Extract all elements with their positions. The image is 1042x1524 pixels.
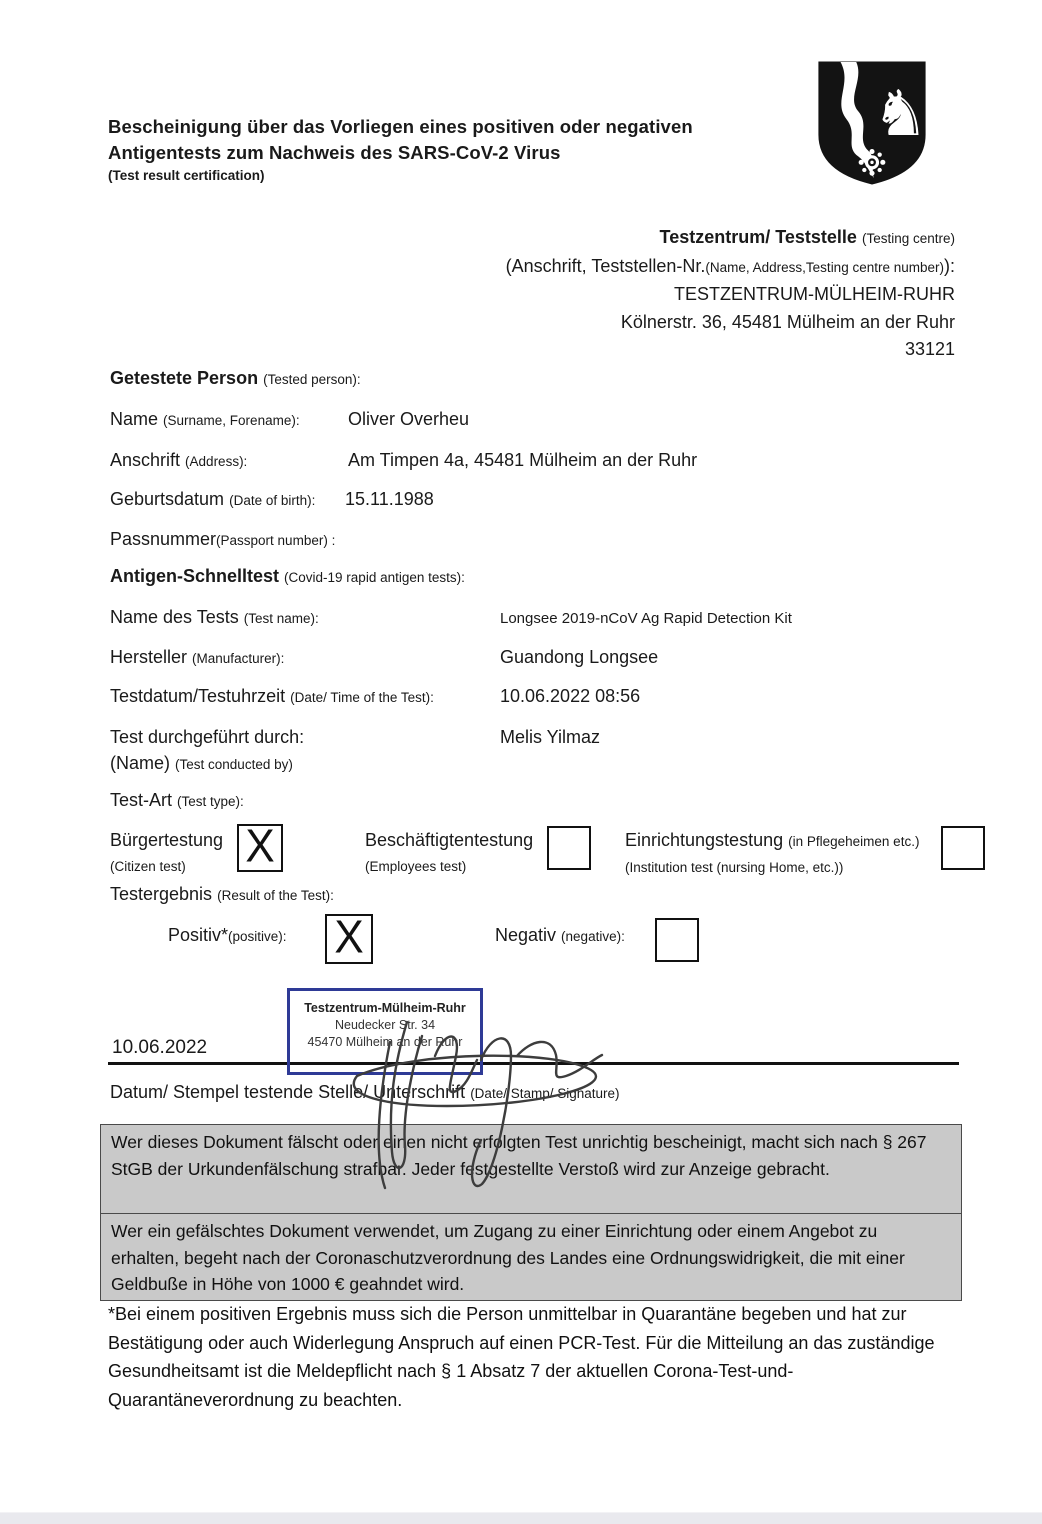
manufacturer-value: Guandong Longsee (500, 647, 659, 667)
testing-centre-subheading (395, 253, 955, 282)
testing-centre-name: TESTZENTRUM-MÜLHEIM-RUHR (674, 284, 955, 304)
positive-checkbox (325, 911, 373, 964)
testing-centre-sublabel: (Anschrift, Teststellen-Nr. (505, 255, 706, 276)
address-value: Am Timpen 4a, 45481 Mülheim an der Ruhr (348, 450, 698, 470)
testing-centre-number: 33121 (904, 339, 955, 359)
testing-centre-label-en: (Testing centre) (861, 231, 955, 246)
name-row (110, 409, 980, 430)
negative-label: Negativ (495, 925, 557, 945)
test-datetime-row (110, 686, 980, 707)
citizen-test-checkbox (237, 820, 283, 872)
tested-person-header-de: Getestete Person (110, 368, 259, 388)
svg-text:♞: ♞ (872, 76, 929, 150)
negative-label-en: (negative): (561, 929, 625, 944)
testing-centre-block (395, 224, 955, 364)
testing-centre-heading (395, 224, 955, 253)
institution-test-checkbox (941, 826, 985, 870)
citizen-test-label-en: (Citizen test) (110, 859, 186, 874)
manufacturer-row (110, 647, 980, 668)
positive-result-footnote: *Bei einem positiven Ergebnis muss sich die Person unmittelbar in Quarantäne begeben und hat zur Bestätigung oder auch Widerlegung Anspruch auf einen PCR-Test. Für die Mitteilung an das zuständige Gesundheitsamt ist die Meldepflicht nach § 1 Absatz 7 der aktuellen Corona-Test-und-Quarantäneverordnung zu beachten. (108, 1304, 935, 1410)
employees-test-label-en: (Employees test) (365, 859, 467, 874)
stamp-caption-en: (Date/ Stamp/ Signature) (470, 1086, 620, 1101)
result-header-en: (Result of the Test): (217, 888, 334, 903)
testing-centre-label: Testzentrum/ Teststelle (659, 227, 857, 247)
address-label: Anschrift (110, 450, 181, 470)
address-label-en: (Address): (185, 454, 248, 469)
title-line-2: Antigentests zum Nachweis des SARS-CoV-2 Virus (108, 142, 561, 163)
nrw-coat-of-arms-icon (813, 58, 931, 188)
positive-label-en: (positive): (228, 929, 287, 944)
negative-checkbox (655, 918, 699, 962)
name-label: Name (110, 409, 159, 429)
title-subtitle: (Test result certification) (108, 168, 265, 183)
testing-centre-sublabel-close: ): (944, 255, 955, 276)
title-line-1: Bescheinigung über das Vorliegen eines positiven oder negativen (108, 116, 693, 137)
tested-person-header (110, 368, 980, 389)
result-header (110, 884, 980, 905)
testing-centre-sublabel-en: (Name, Address,Testing centre number) (705, 259, 944, 275)
institution-test-label-suffix: (in Pflegeheimen etc.) (788, 834, 920, 849)
passport-label-en: (Passport number) : (216, 533, 336, 548)
citizen-test-label: Bürgertestung (110, 830, 224, 850)
option-citizen-test (110, 828, 223, 879)
warning-box-forgery: Wer dieses Dokument fälscht oder einen nicht erfolgten Test unrichtig bescheinigt, macht sich nach § 267 StGB der Urkundenfälschung strafbar. Jeder festgestellte Verstoß wird zur Anzeige gebracht. (100, 1124, 962, 1216)
birthdate-label: Geburtsdatum (110, 489, 225, 509)
warning-box-usage: Wer ein gefälschtes Dokument verwendet, um Zugang zu einer Einrichtung oder einem Angebot zu erhalten, begeht nach der Coronaschutzverordnung des Landes eine Ordnungswidrigkeit, die mit einer Geldbuße in Höhe von 1000 € geahndet wird. (100, 1213, 962, 1301)
option-positive (168, 925, 287, 946)
birthdate-label-en: (Date of birth): (229, 493, 316, 508)
signature-icon (295, 1000, 625, 1195)
positive-label: Positiv* (168, 925, 229, 945)
test-type-header-en: (Test type): (177, 794, 244, 809)
testing-centre-address: Kölnerstr. 36, 45481 Mülheim an der Ruhr (620, 311, 955, 332)
test-datetime-label: Testdatum/Testuhrzeit (110, 686, 286, 706)
birthdate-value: 15.11.1988 (345, 489, 434, 509)
stamp-line-2: Neudecker Str. 34 (334, 1018, 436, 1032)
test-name-row (110, 607, 980, 628)
institution-test-label-en: (Institution test (nursing Home, etc.)) (625, 860, 844, 875)
name-value: Oliver Overheu (348, 409, 470, 429)
test-datetime-value: 10.06.2022 08:56 (500, 686, 641, 706)
address-row (110, 450, 980, 471)
conducted-by-row (110, 724, 980, 778)
conducted-by-value: Melis Yilmaz (500, 727, 601, 747)
institution-test-label: Einrichtungstestung (625, 830, 784, 850)
test-type-header (110, 790, 980, 811)
passport-label: Passnummer (110, 529, 217, 549)
conducted-by-label-en: (Test conducted by) (175, 757, 293, 772)
manufacturer-label-en: (Manufacturer): (192, 651, 285, 666)
manufacturer-label: Hersteller (110, 647, 188, 667)
test-name-label-en: (Test name): (243, 611, 319, 626)
test-name-label: Name des Tests (110, 607, 239, 627)
passport-row (110, 529, 980, 550)
certificate-date: 10.06.2022 (112, 1037, 208, 1058)
test-datetime-label-en: (Date/ Time of the Test): (290, 690, 434, 705)
antigen-header (110, 566, 980, 587)
name-label-en: (Surname, Forename): (163, 413, 300, 428)
antigen-header-de: Antigen-Schnelltest (110, 566, 280, 586)
tested-person-header-en: (Tested person): (263, 372, 361, 387)
document-title (108, 114, 808, 183)
stamp-line-3: 45470 Mülheim an der Ruhr (307, 1035, 463, 1049)
test-name-value: Longsee 2019-nCoV Ag Rapid Detection Kit (500, 610, 792, 627)
test-type-header-de: Test-Art (110, 790, 173, 810)
employees-test-label: Beschäftigtentestung (365, 830, 534, 850)
option-employees-test (365, 828, 533, 879)
option-institution-test (625, 828, 935, 880)
option-negative (495, 925, 625, 946)
conducted-by-label: Test durchgeführt durch: (110, 727, 305, 747)
bottom-scroll-strip (0, 1512, 1042, 1524)
conducted-by-label-line2: (Name) (110, 753, 171, 773)
antigen-header-en: (Covid-19 rapid antigen tests): (284, 570, 465, 585)
stamp-caption-de: Datum/ Stempel testende Stelle/ Unterschrift (110, 1082, 466, 1102)
result-header-de: Testergebnis (110, 884, 213, 904)
birthdate-row (110, 489, 980, 510)
employees-test-checkbox (547, 826, 591, 870)
stamp-line-1: Testzentrum-Mülheim-Ruhr (304, 1001, 466, 1015)
citizen-test-checkmark: X (245, 820, 275, 872)
positive-checkmark: X (334, 911, 364, 963)
